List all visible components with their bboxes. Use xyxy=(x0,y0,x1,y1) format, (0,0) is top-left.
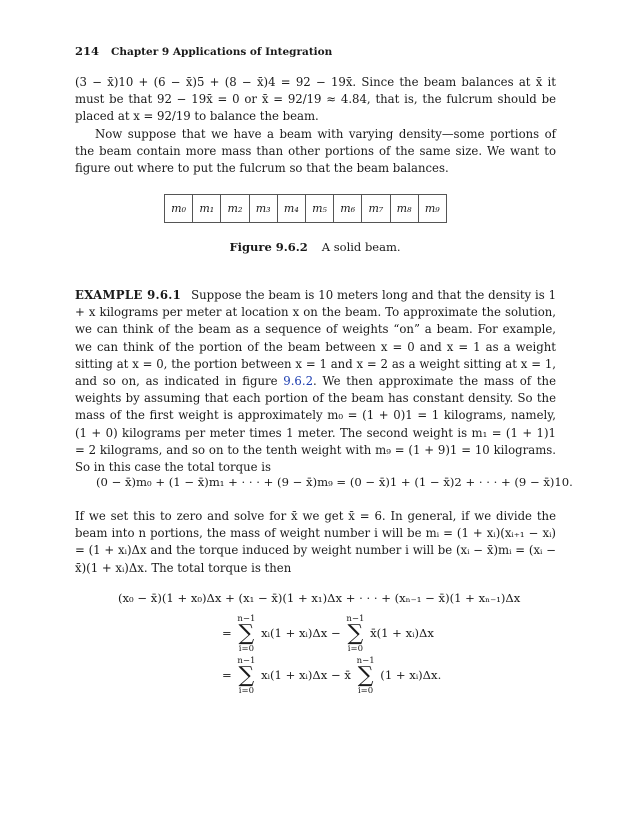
beam-cell: m₆ xyxy=(334,195,362,223)
beam-cell: m₈ xyxy=(390,195,418,223)
beam-cell: m₉ xyxy=(418,195,446,223)
example-paragraph xyxy=(75,287,556,476)
eq-line-3-term2: (1 + xᵢ)Δx. xyxy=(380,668,442,682)
eq-line-2-term2: x̄(1 + xᵢ)Δx xyxy=(370,626,434,640)
beam-cell: m₅ xyxy=(305,195,333,223)
eq-line-3-term1: xᵢ(1 + xᵢ)Δx − x̄ xyxy=(261,668,351,682)
solid-beam-figure xyxy=(164,194,447,223)
eq-line-2 xyxy=(222,614,434,654)
paragraph-general-case: If we set this to zero and solve for x̄ we get x̄ = 6. In general, if we divide the beam into n portions, the mass of weight number i will be mᵢ = (1 + xᵢ)(xᵢ₊₁ − xᵢ) = (1 + xᵢ)Δx and the torque induced by weight number i will be (xᵢ − x̄)mᵢ = (xᵢ − x̄)(1 + xᵢ)Δx. The total torque is then xyxy=(75,509,556,575)
example-text-b: . We then approximate the mass of the weights by assuming that each portion of the beam has constant density. So the mass of the first weight is approximately m₀ = (1 + 0)1 = 1 kilograms, namely, (1 + 0) kilograms per meter times 1 meter. The second weight is m₁ = (1 + 1)1 = 2 kilograms, and so on to the tenth weight with m₉ = (1 + 9)1 = 10 kilograms. So in this case the total torque is xyxy=(75,374,556,475)
figure-reference-link[interactable]: 9.6.2 xyxy=(283,374,314,389)
beam-cell: m₁ xyxy=(193,195,221,223)
beam-cell: m₇ xyxy=(362,195,390,223)
equals-sign: = xyxy=(222,626,232,640)
example-label: EXAMPLE 9.6.1 xyxy=(75,288,182,302)
eq-line-1: (x₀ − x̄)(1 + x₀)Δx + (x₁ − x̄)(1 + x₁)Δx + · · · + (xₙ₋₁ − x̄)(1 + xₙ₋₁)Δx xyxy=(118,591,521,605)
summation-symbol: n−1 ∑ i=0 xyxy=(356,655,375,696)
summation-symbol: n−1 ∑ i=0 xyxy=(346,613,365,654)
chapter-title: Chapter 9 Applications of Integration xyxy=(111,46,333,58)
example-text-a: Suppose the beam is 10 meters long and that the density is 1 + x kilograms per meter at location x on the beam. To approximate the solution, we can think of the beam as a sequence of weights “on” a beam. For example, we can think of the portion of the beam between x = 0 and x = 1 as a weight sitting at x = 0, the portion between x = 1 and x = 2 as a weight sitting at x = 1, and so on, as indicated in figure xyxy=(75,288,556,389)
eq-line-3 xyxy=(222,656,441,696)
equals-sign: = xyxy=(222,668,232,682)
summation-symbol: n−1 ∑ i=0 xyxy=(237,613,256,654)
page-number: 214 xyxy=(75,44,100,58)
beam-cell: m₀ xyxy=(165,195,193,223)
paragraph-varying-density-text: Now suppose that we have a beam with varying density—some portions of the beam contain more mass than other portions of the same size. We want to figure out where to put the fulcrum so that the beam balances. xyxy=(75,127,556,176)
figure-caption xyxy=(0,240,630,254)
figure-label: Figure 9.6.2 xyxy=(229,240,308,254)
torque-equation: (0 − x̄)m₀ + (1 − x̄)m₁ + · · · + (9 − x̄)m₉ = (0 − x̄)1 + (1 − x̄)2 + · · · + (9 − x̄)10. xyxy=(96,475,573,489)
paragraph-fulcrum: (3 − x̄)10 + (6 − x̄)5 + (8 − x̄)4 = 92 − 19x̄. Since the beam balances at x̄ it must be that 92 − 19x̄ = 0 or x̄ = 92/19 ≈ 4.84, that is, the fulcrum should be placed at x = 92/19 to balance the beam. xyxy=(75,75,556,124)
beam-cell: m₄ xyxy=(277,195,305,223)
beam-cell: m₂ xyxy=(221,195,249,223)
figure-caption-text: A solid beam. xyxy=(321,240,401,254)
summation-symbol: n−1 ∑ i=0 xyxy=(237,655,256,696)
beam-cell: m₃ xyxy=(249,195,277,223)
eq-line-2-term1: xᵢ(1 + xᵢ)Δx − xyxy=(261,626,341,640)
paragraph-varying-density xyxy=(75,126,556,178)
running-header xyxy=(75,44,332,58)
